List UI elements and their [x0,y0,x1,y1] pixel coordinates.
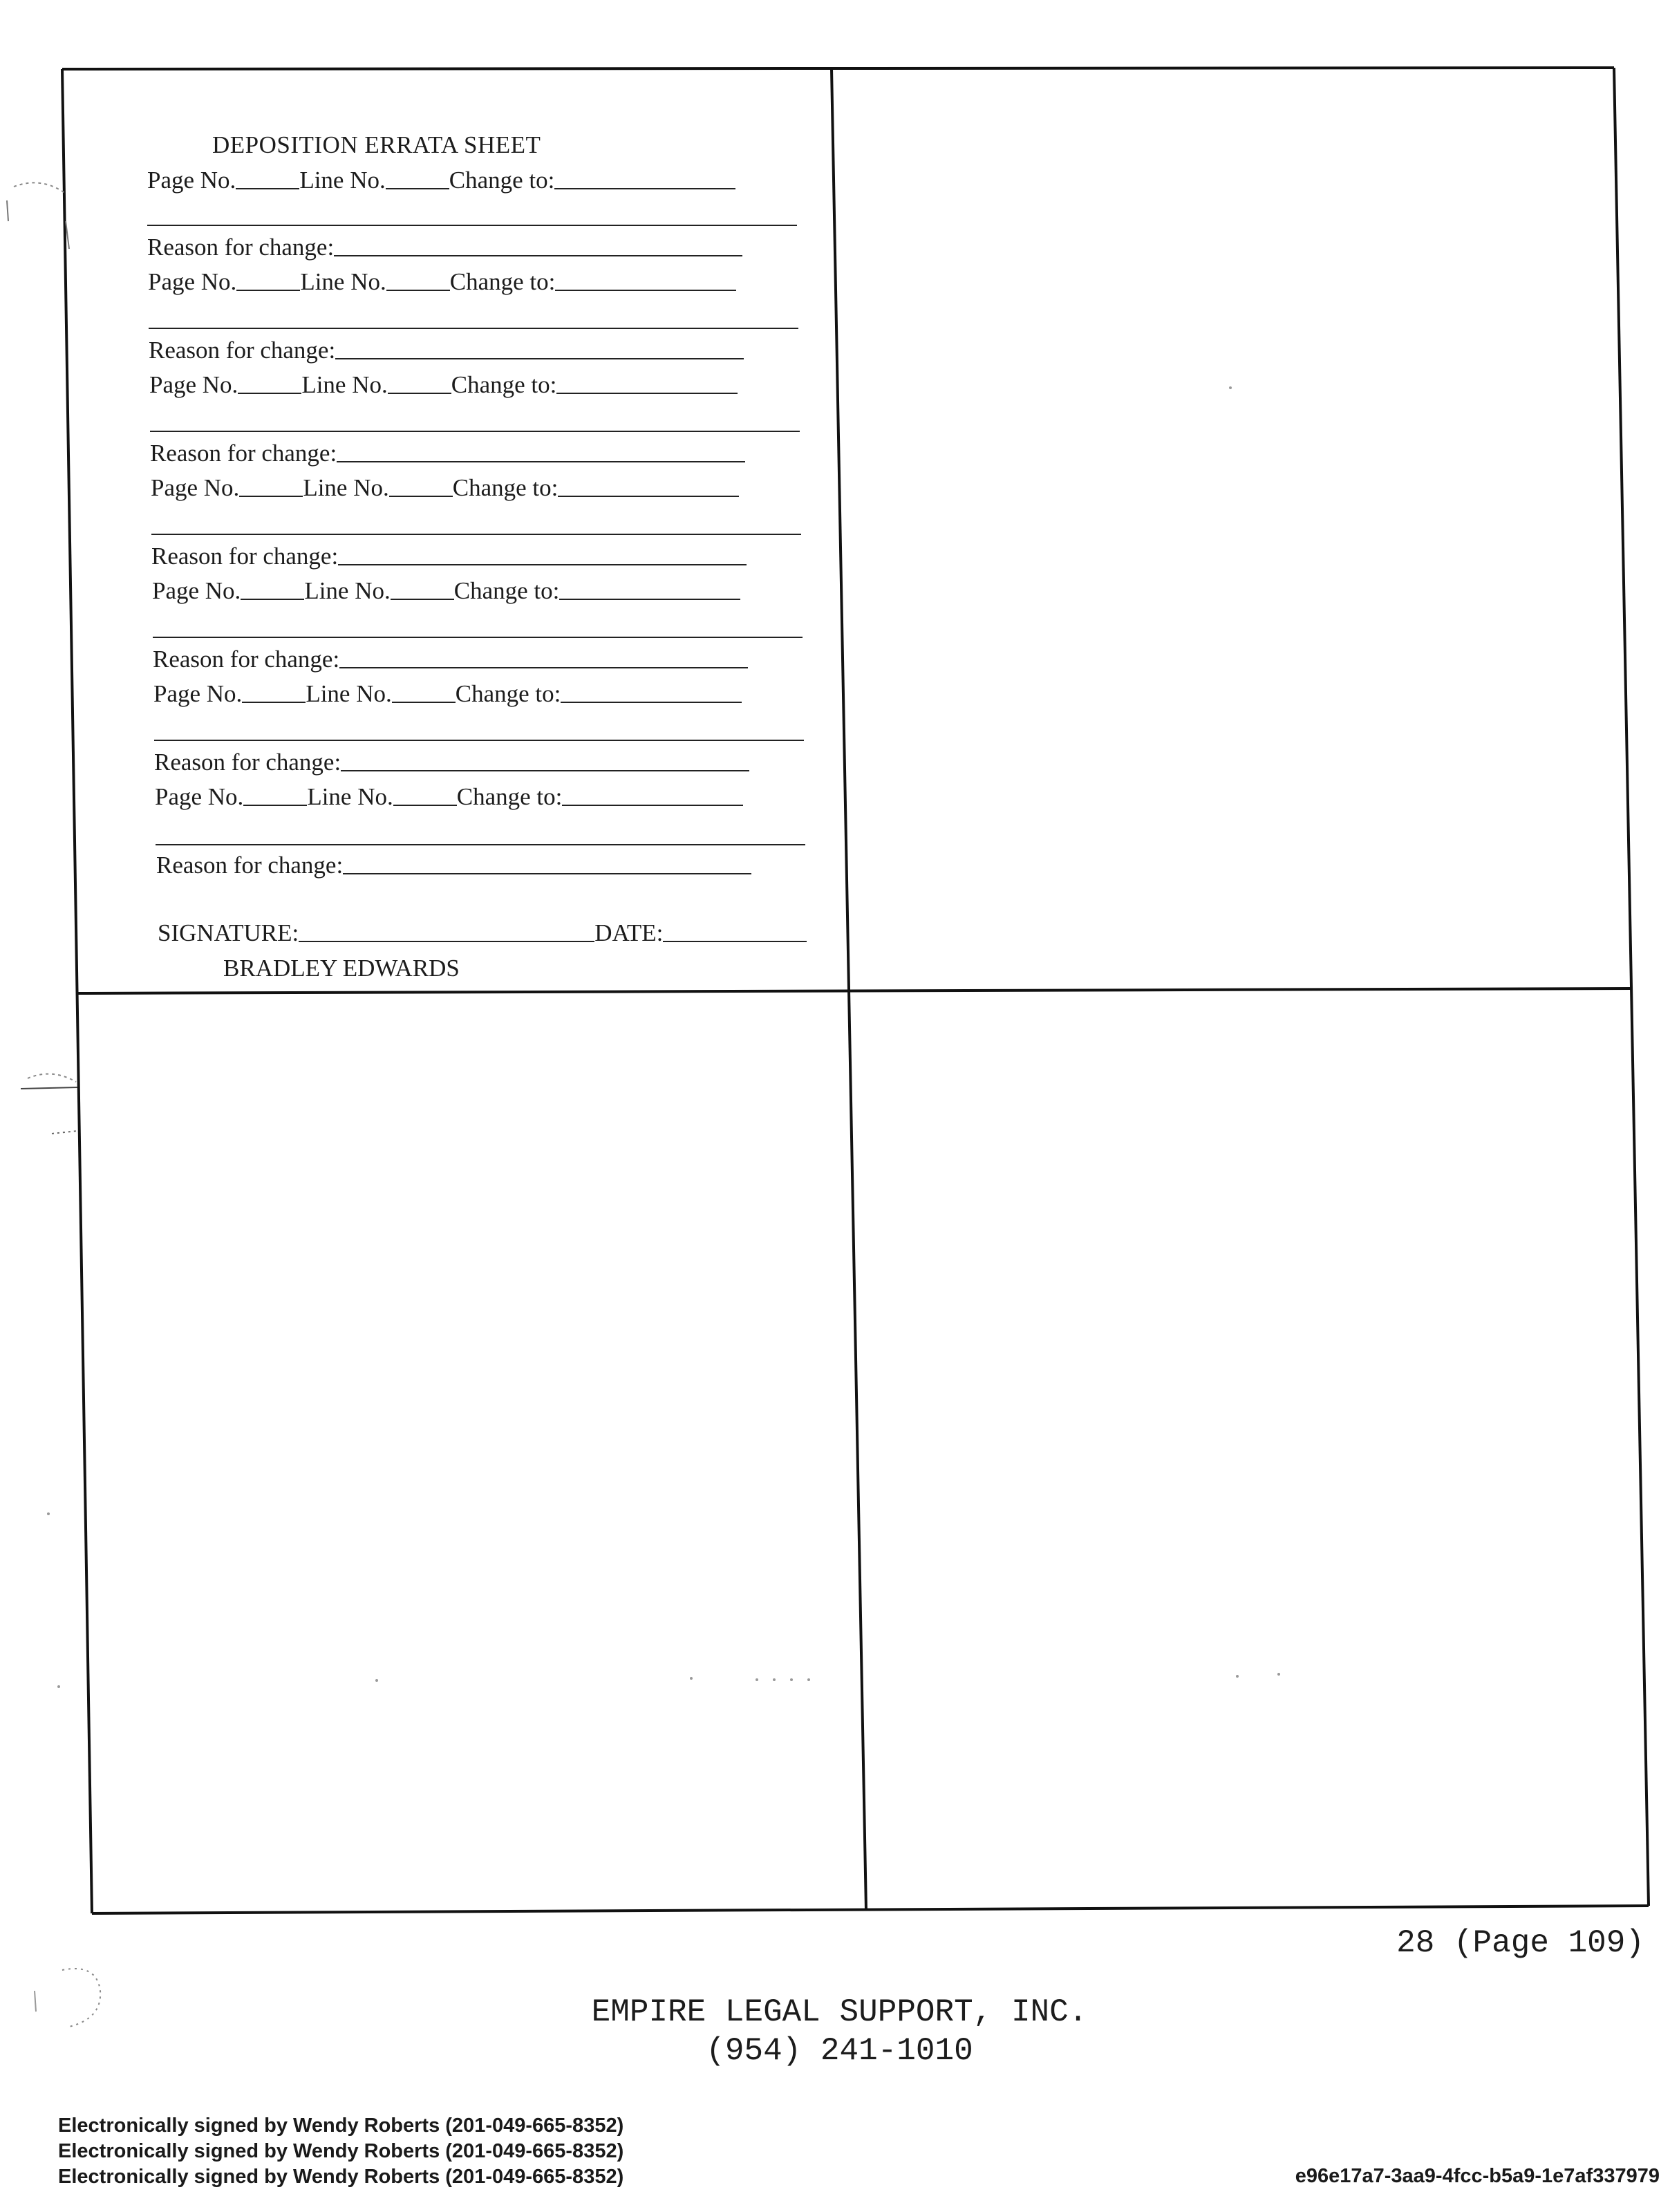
line-no-blank [386,289,450,291]
reason-line [153,647,748,671]
reason-line [156,853,751,877]
errata-entry-line [155,785,743,809]
reason-line [147,235,742,259]
line-no-blank [393,804,457,806]
reason-label: Reason for change: [151,543,339,570]
esignature-line: Electronically signed by Wendy Roberts (201-049-665-8352) [58,2115,624,2137]
punch-hole-mark [0,173,76,270]
reason-label: Reason for change: [149,337,336,364]
change-continuation-rule [153,637,803,638]
page-no-label: Page No. [147,167,236,194]
change-to-label: Change to: [455,680,561,707]
reason-line [154,750,749,774]
change-continuation-rule [151,534,801,535]
reason-label: Reason for change: [154,749,341,776]
change-to-blank [561,701,742,703]
change-to-label: Change to: [456,783,563,810]
reason-blank [339,666,748,668]
line-no-blank [388,392,451,394]
reason-label: Reason for change: [156,852,344,879]
reason-blank [338,563,747,565]
reason-label: Reason for change: [153,646,340,673]
change-to-label: Change to: [453,577,560,604]
errata-entry-line [152,579,740,603]
page-no-blank [243,804,307,806]
signature-line [158,921,807,945]
reason-blank [343,872,751,874]
line-no-label: Line No. [299,167,386,194]
page-no-blank [241,598,304,600]
page-no-blank [236,289,300,291]
page-no-blank [238,392,301,394]
change-to-blank [558,495,739,497]
line-no-label: Line No. [303,474,389,501]
page-number: 28 (Page 109) [1396,1925,1644,1961]
page-no-label: Page No. [152,577,241,604]
reason-label: Reason for change: [150,440,337,467]
page-no-label: Page No. [153,680,243,707]
line-no-blank [389,495,453,497]
reason-line [149,338,744,362]
punch-hole-mark [0,1065,90,1147]
reason-line [150,441,745,465]
change-continuation-rule [150,431,800,432]
line-no-label: Line No. [307,783,393,810]
line-no-label: Line No. [306,680,392,707]
date-label: DATE: [594,919,664,946]
line-no-blank [391,598,454,600]
esignature-line: Electronically signed by Wendy Roberts (201-049-665-8352) [58,2140,624,2162]
change-to-label: Change to: [449,268,556,295]
errata-entry-line [147,168,735,192]
deponent-name: BRADLEY EDWARDS [223,955,460,982]
change-to-label: Change to: [449,167,555,194]
errata-title: DEPOSITION ERRATA SHEET [212,131,541,158]
line-no-label: Line No. [300,268,386,295]
line-no-label: Line No. [304,577,391,604]
signature-label: SIGNATURE: [158,919,299,946]
reason-blank [334,254,742,256]
signature-blank [299,940,594,942]
esignature-line: Electronically signed by Wendy Roberts (201-049-665-8352) [58,2166,624,2188]
reason-blank [335,357,744,359]
reason-label: Reason for change: [147,234,335,261]
page-no-blank [242,701,306,703]
change-to-blank [554,187,735,189]
page-no-blank [239,495,303,497]
change-to-blank [555,289,736,291]
reason-blank [337,460,745,462]
change-to-blank [556,392,738,394]
change-to-label: Change to: [451,371,557,398]
date-blank [663,940,807,942]
page-no-blank [236,187,299,189]
errata-entry-line [149,373,738,397]
change-continuation-rule [154,740,804,741]
page-no-label: Page No. [155,783,244,810]
reason-line [151,544,747,568]
errata-entry-line [153,682,742,706]
change-continuation-rule [147,225,797,226]
change-continuation-rule [156,844,805,845]
reason-blank [341,769,749,771]
errata-entry-line [151,476,739,500]
page-no-label: Page No. [151,474,240,501]
change-to-label: Change to: [452,474,559,501]
change-continuation-rule [149,328,798,329]
page-no-label: Page No. [149,371,238,398]
line-no-blank [386,187,449,189]
document-hash: e96e17a7-3aa9-4fcc-b5a9-1e7af337979 [1295,2165,1660,2187]
line-no-blank [392,701,456,703]
errata-entry-line [148,270,736,294]
change-to-blank [562,804,743,806]
line-no-label: Line No. [301,371,388,398]
company-phone: (954) 241-1010 [706,2033,973,2069]
page-no-label: Page No. [148,268,237,295]
company-name: EMPIRE LEGAL SUPPORT, INC. [591,1994,1088,2030]
change-to-blank [559,598,740,600]
